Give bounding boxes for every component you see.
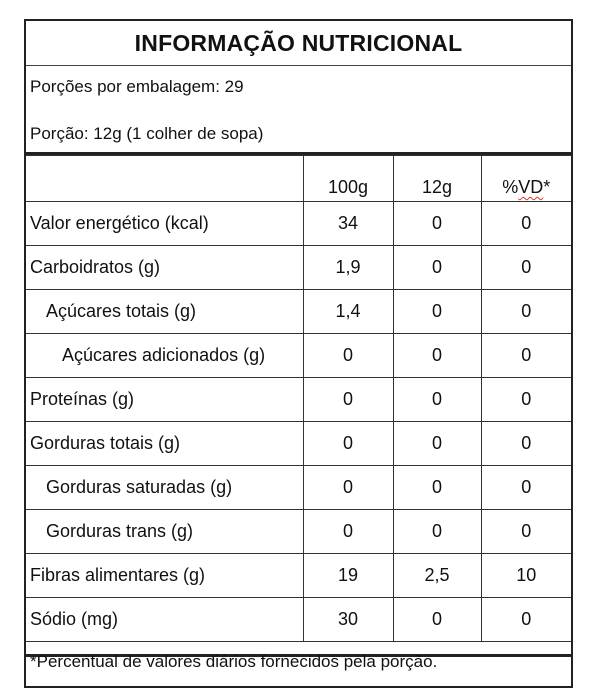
table-row — [26, 290, 571, 334]
nutrient-name: Açúcares totais (g) — [26, 290, 303, 334]
nutrition-table — [26, 155, 571, 642]
vd-suffix: * — [543, 177, 551, 197]
value-100g: 34 — [303, 202, 393, 246]
value-vd: 0 — [481, 378, 571, 422]
value-100g: 19 — [303, 554, 393, 598]
nutrient-name: Fibras alimentares (g) — [26, 554, 303, 598]
nutrient-name: Valor energético (kcal) — [26, 202, 303, 246]
value-vd: 0 — [481, 466, 571, 510]
table-header-row — [26, 156, 571, 202]
table-row — [26, 510, 571, 554]
table-row — [26, 554, 571, 598]
header-100g: 100g — [303, 156, 393, 202]
value-100g: 0 — [303, 334, 393, 378]
value-100g: 1,9 — [303, 246, 393, 290]
value-12g: 2,5 — [393, 554, 481, 598]
label-title: INFORMAÇÃO NUTRICIONAL — [26, 21, 571, 66]
nutrient-name: Proteínas (g) — [26, 378, 303, 422]
servings-per-package: Porções por embalagem: 29 — [30, 77, 244, 96]
value-12g: 0 — [393, 510, 481, 554]
value-vd: 10 — [481, 554, 571, 598]
value-100g: 0 — [303, 466, 393, 510]
value-vd: 0 — [481, 202, 571, 246]
value-vd: 0 — [481, 598, 571, 642]
nutrient-name: Gorduras totais (g) — [26, 422, 303, 466]
header-12g: 12g — [393, 156, 481, 202]
value-vd: 0 — [481, 290, 571, 334]
footnote: *Percentual de valores diários fornecidos pela porção. — [30, 652, 438, 671]
value-vd: 0 — [481, 422, 571, 466]
serving-size: Porção: 12g (1 colher de sopa) — [30, 124, 264, 143]
header-vd — [481, 156, 571, 202]
value-100g: 0 — [303, 510, 393, 554]
value-12g: 0 — [393, 202, 481, 246]
value-100g: 0 — [303, 378, 393, 422]
value-12g: 0 — [393, 422, 481, 466]
value-12g: 0 — [393, 598, 481, 642]
value-12g: 0 — [393, 334, 481, 378]
nutrition-facts-label — [24, 19, 573, 688]
vd-mark: VD — [518, 177, 544, 197]
table-row — [26, 246, 571, 290]
table-row — [26, 378, 571, 422]
table-row — [26, 466, 571, 510]
value-12g: 0 — [393, 378, 481, 422]
table-row — [26, 202, 571, 246]
nutrient-name: Carboidratos (g) — [26, 246, 303, 290]
value-100g: 30 — [303, 598, 393, 642]
nutrient-name: Gorduras trans (g) — [26, 510, 303, 554]
table-row — [26, 422, 571, 466]
value-12g: 0 — [393, 290, 481, 334]
header-nutrient — [26, 156, 303, 202]
table-row — [26, 598, 571, 642]
nutrient-name: Sódio (mg) — [26, 598, 303, 642]
value-100g: 0 — [303, 422, 393, 466]
value-12g: 0 — [393, 246, 481, 290]
table-row — [26, 334, 571, 378]
value-12g: 0 — [393, 466, 481, 510]
nutrient-name: Açúcares adicionados (g) — [26, 334, 303, 378]
value-100g: 1,4 — [303, 290, 393, 334]
nutrient-name: Gorduras saturadas (g) — [26, 466, 303, 510]
value-vd: 0 — [481, 510, 571, 554]
value-vd: 0 — [481, 246, 571, 290]
value-vd: 0 — [481, 334, 571, 378]
vd-prefix: % — [502, 177, 519, 197]
